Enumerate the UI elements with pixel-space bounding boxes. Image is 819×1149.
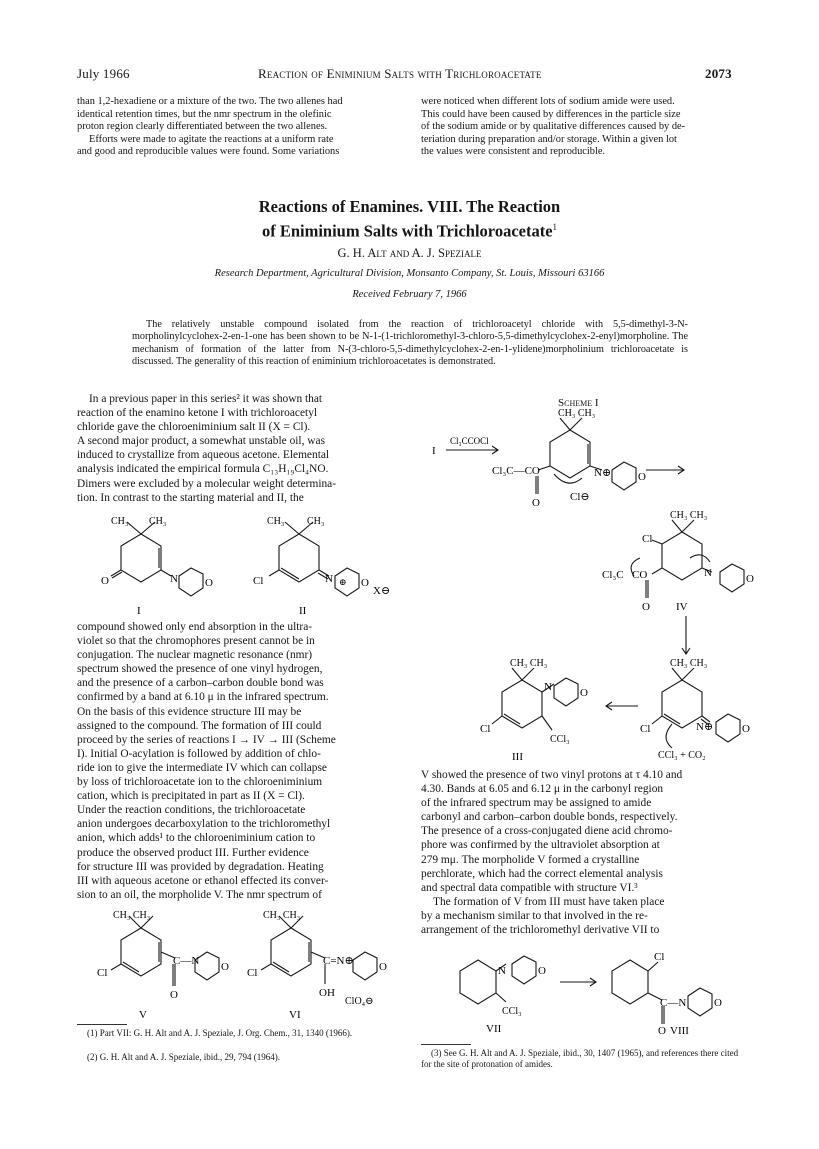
trichloromethyl-label: Cl₃C: [602, 569, 624, 581]
line: A second major product, a somewhat unstable oil, was: [77, 435, 326, 448]
chlorine-label: Cl: [654, 951, 665, 963]
line: ride ion to give the intermediate IV which can collapse: [77, 761, 327, 774]
line: anion, which adds¹ to the chloroeniminium cation to: [77, 832, 316, 845]
line: of the sodium amide or by qualitative differences caused by de-: [421, 121, 686, 133]
line: spectrum showed the presence of one vinyl hydrogen,: [77, 663, 323, 676]
line: teriation during preparation and/or storage. Within a given lot: [421, 133, 677, 145]
oxygen-label: O: [101, 575, 109, 587]
compound-label-VIII: VIII: [670, 1025, 689, 1037]
structures-VII-VIII: [440, 944, 750, 1038]
products-label: CCl₃ + CO₂: [658, 750, 706, 761]
compound-label-II: II: [299, 605, 307, 617]
footnote-rule: [77, 1024, 127, 1025]
nitrogen-label: N: [544, 681, 552, 693]
structures-V-VI: [77, 908, 407, 1020]
compound-label-V: V: [139, 1009, 147, 1021]
nitrogen-label: N: [170, 573, 178, 585]
line: proton region clearly differentiated between the two allenes.: [77, 121, 328, 133]
authors: G. H. Alt and A. J. Speziale: [337, 246, 482, 260]
nitrogen-label: N: [325, 573, 333, 585]
nitrogen-label: N: [704, 567, 712, 579]
line: carbonyl and carbon–carbon double bonds, respectively.: [421, 811, 678, 824]
line: Dimers were excluded by a molecular weight determina-: [77, 477, 337, 490]
footnote-1: (1) Part VII: G. H. Alt and A. J. Speziale, J. Org. Chem., 31, 1340 (1966).: [87, 1028, 353, 1038]
line: conjugation. The nuclear magnetic resonance (nmr): [77, 649, 313, 662]
line: were noticed when different lots of sodium amide were used.: [421, 96, 675, 107]
line: Under the reaction conditions, the trichloroacetate: [77, 804, 306, 817]
line: On the basis of this evidence structure III may be: [77, 705, 302, 718]
compound-label-III: III: [512, 751, 523, 763]
line: phore was confirmed by the ultraviolet absorption at: [421, 839, 660, 852]
footnote-3: (3) See G. H. Alt and A. J. Speziale, ibid., 30, 1407 (1965), and references there cited for the site of protonation of amides.: [421, 1048, 739, 1069]
oxygen-label: O: [746, 573, 754, 585]
amide-label: C—N: [173, 955, 200, 967]
line: sion to an oil, the morpholide V. The nmr spectrum of: [77, 888, 322, 901]
line: compound showed only end absorption in the ultra-: [77, 621, 313, 633]
ch3-label: CH₃: [111, 516, 129, 527]
line: V showed the presence of two vinyl protons at τ 4.10 and: [421, 769, 683, 781]
oxygen-label: O: [221, 961, 229, 973]
reagent-label: Cl₃CCOCl: [450, 436, 489, 446]
line: In a previous paper in this series² it was shown that: [89, 393, 323, 405]
compound-label-IV: IV: [676, 601, 688, 613]
ch3-pair-label: CH₃ CH₃: [558, 408, 596, 419]
line: assigned to the compound. The formation of III could: [77, 719, 322, 732]
footnote-2: (2) G. H. Alt and A. J. Speziale, ibid., 29, 794 (1964).: [87, 1052, 280, 1062]
title-line-2-text: of Eniminium Salts with Trichloroacetate: [261, 221, 553, 241]
chloride-label: Cl⊖: [570, 491, 590, 503]
ch3-label: CH₃: [267, 516, 285, 527]
oxygen-label: O: [379, 961, 387, 973]
abstract: The relatively unstable compound isolated from the reaction of trichloroacetyl chloride with 5,5-dimethyl-3-N-morpholinylcyclohex-2-en-1-one has been shown to be N-1-(1-trichloromethyl-3-chloro-5,5-dimethylcyclohex-2-enyl)morpholine. The mechanism of formation of the latter from N-(3-chloro-5,5-dimethylcyclohex-2-en-1-ylidene)morpholinium trichloroacetate is discussed. The generality of this reaction of eniminium trichloroacetates is demonstrated.: [132, 319, 688, 367]
trichloromethyl-label: CCl₃: [550, 734, 570, 745]
line: identical retention times, but the nmr spectrum in the olefinic: [77, 108, 332, 120]
line: arrangement of the trichloromethyl derivative VII to: [421, 924, 660, 937]
title-line-2: [0, 217, 819, 242]
running-head-date: July 1966: [77, 66, 130, 81]
line: The formation of V from III must have taken place: [433, 895, 665, 908]
ch3-pair-label: CH₃ CH₃: [670, 658, 708, 669]
left-paragraph-2: [77, 620, 404, 902]
oxygen-label: O: [642, 601, 650, 613]
oxygen-label: O: [580, 687, 588, 699]
ch3-label: CH₃: [307, 516, 325, 527]
title-line-1: Reactions of Enamines. VIII. The Reaction: [258, 197, 561, 216]
title-footnote-mark: 1: [552, 222, 558, 232]
iminium-n-label: N⊕: [594, 467, 612, 479]
line: cation, which is precipitated in part as II (X = Cl).: [77, 790, 305, 803]
chlorine-label: Cl: [640, 723, 651, 735]
compound-label-I: I: [432, 445, 436, 457]
line: and the presence of a carbon–carbon double bond was: [77, 677, 324, 690]
hydroxyl-label: OH: [319, 987, 335, 999]
line: analysis indicated the empirical formula C₁₃H₁₉Cl₄NO.: [77, 463, 329, 476]
footnote-rule: [421, 1044, 471, 1045]
top-right-text: [421, 96, 748, 159]
oxygen-label: O: [714, 997, 722, 1009]
line: for structure III was provided by degradation. Heating: [77, 860, 324, 873]
line: tion. In contrast to the starting material and II, the: [77, 491, 304, 504]
acyl-label: Cl₃C—CO: [492, 465, 540, 477]
line: and spectral data compatible with structure VI.³: [421, 881, 638, 894]
line: of the infrared spectrum may be assigned to amide: [421, 797, 652, 810]
chlorine-label: Cl: [480, 723, 491, 735]
affiliation: Research Department, Agricultural Division, Monsanto Company, St. Louis, Missouri 63166: [214, 268, 605, 279]
left-paragraph-1: [77, 392, 404, 505]
top-left-text: [77, 96, 404, 159]
scheme-I: [420, 408, 754, 770]
perchlorate-label: ClO₄⊖: [345, 996, 374, 1007]
line: perchlorate, which had the correct elemental analysis: [421, 867, 663, 880]
charge-label: ⊕: [339, 577, 347, 587]
oxygen-label: O: [532, 497, 540, 509]
line: and good and reproducible values were found. Some variations: [77, 146, 340, 158]
compound-label-I: I: [137, 605, 141, 617]
compound-label-VII: VII: [486, 1023, 502, 1035]
line: anion undergoes decarboxylation to the trichloromethyl: [77, 818, 331, 831]
nitrogen-label: N: [498, 965, 506, 977]
article-title: [0, 196, 819, 242]
oxygen-label: O: [170, 989, 178, 1001]
amide-label: C—N: [660, 997, 687, 1009]
line: I). Initial O-acylation is followed by addition of chlo-: [77, 747, 321, 760]
chlorine-label: Cl: [247, 967, 258, 979]
iminium-n-label: N⊕: [696, 721, 714, 733]
carbonyl-label: CO: [632, 569, 648, 581]
structures-I-II: [77, 512, 407, 616]
line: chloride gave the chloroeniminium salt II (X = Cl).: [77, 421, 311, 434]
counterion-label: X⊖: [373, 585, 391, 597]
ch3-pair-label: CH₃ CH₃: [263, 910, 301, 921]
line: by loss of trichloroacetate ion to the chloroeniminium: [77, 776, 323, 789]
line: by a mechanism similar to that involved in the re-: [421, 909, 648, 922]
ch3-label: CH₃: [149, 516, 167, 527]
page-number: 2073: [705, 66, 732, 81]
line: 4.30. Bands at 6.05 and 6.12 μ in the carbonyl region: [421, 783, 664, 796]
oxygen-label: O: [638, 471, 646, 483]
ch3-pair-label: CH₃ CH₃: [113, 910, 151, 921]
ch3-pair-label: CH₃ CH₃: [510, 658, 548, 669]
line: produce the observed product III. Further evidence: [77, 846, 309, 859]
line: 279 mμ. The morpholide V formed a crystalline: [421, 853, 640, 866]
oxygen-label: O: [658, 1025, 666, 1037]
line: Efforts were made to agitate the reactions at a uniform rate: [89, 133, 334, 145]
scheme-title: Scheme I: [558, 397, 599, 409]
received-date: Received February 7, 1966: [352, 289, 467, 300]
line: than 1,2-hexadiene or a mixture of the two. The two allenes had: [77, 96, 343, 107]
trichloromethyl-label: CCl₃: [502, 1006, 522, 1017]
line: induced to crystallize from aqueous acetone. Elemental: [77, 449, 330, 462]
line: proceed by the series of reactions I → IV → III (Scheme: [77, 733, 336, 746]
oxygen-label: O: [205, 577, 213, 589]
line: reaction of the enamino ketone I with trichloroacetyl: [77, 407, 318, 420]
line: III with aqueous acetone or ethanol effected its conver-: [77, 874, 329, 887]
right-paragraph-1: [421, 768, 750, 937]
iminium-label: C=N⊕: [323, 955, 354, 967]
line: The presence of a cross-conjugated diene acid chromo-: [421, 825, 673, 838]
chlorine-label: Cl: [97, 967, 108, 979]
oxygen-label: O: [742, 723, 750, 735]
oxygen-label: O: [538, 965, 546, 977]
line: confirmed by a band at 6.10 μ in the infrared spectrum.: [77, 691, 329, 704]
line: the values were consistent and reproducible.: [421, 146, 606, 158]
chlorine-label: Cl: [642, 533, 653, 545]
line: violet so that the chromophores present cannot be in: [77, 635, 315, 648]
oxygen-label: O: [361, 577, 369, 589]
compound-label-VI: VI: [289, 1009, 301, 1021]
ch3-pair-label: CH₃ CH₃: [670, 510, 708, 521]
line: This could have been caused by differences in the particle size: [421, 108, 681, 120]
running-head-title: Reaction of Eniminium Salts with Trichloroacetate: [258, 66, 542, 81]
chlorine-label: Cl: [253, 575, 264, 587]
